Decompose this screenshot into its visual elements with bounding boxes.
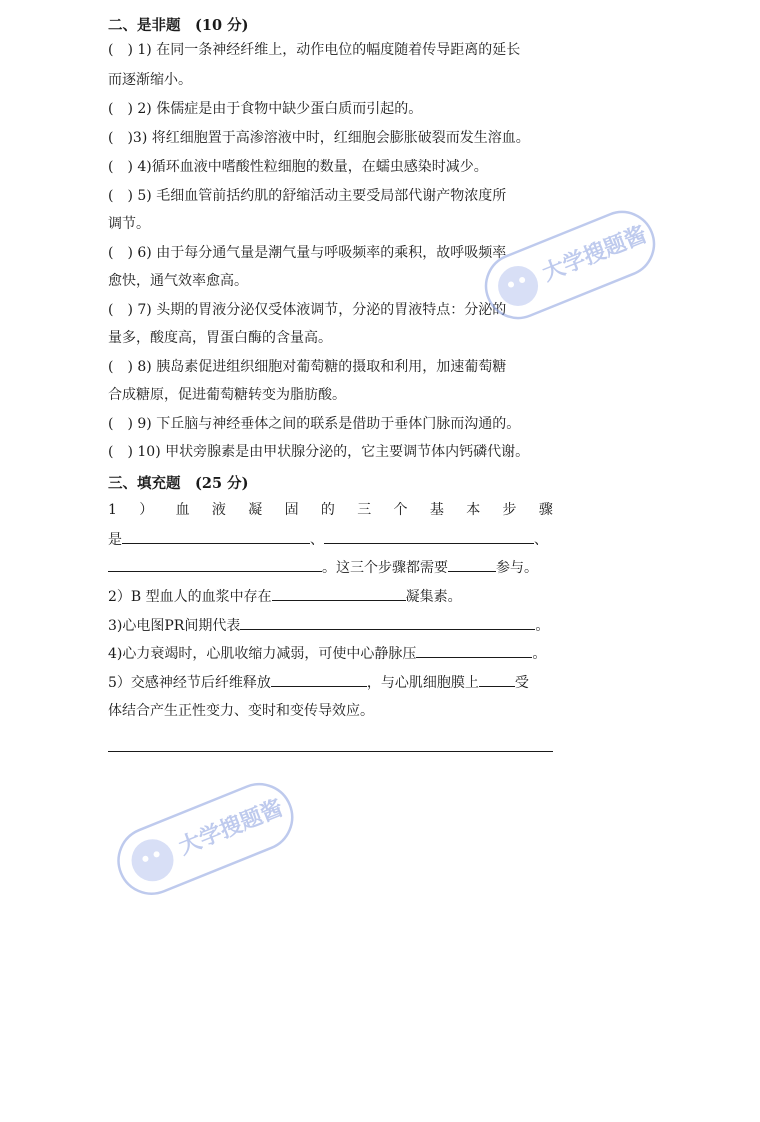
q1-separator: 、 (534, 532, 548, 548)
tf-item-1-cont: 而逐渐缩小。 (108, 72, 192, 88)
q4-prefix: 4)心力衰竭时，心肌收缩力减弱，可使中心静脉压 (108, 646, 417, 662)
q5-suffix: 受 (514, 675, 529, 691)
answer-blank[interactable] (240, 615, 535, 630)
fill-q3 (108, 615, 553, 636)
watermark-text: 大学搜题酱 (175, 795, 287, 861)
watermark-logo (100, 768, 310, 908)
answer-blank[interactable] (122, 529, 310, 544)
tf-item-7: ( ) 7) 头期的胃液分泌仅受体液调节，分泌的胃液特点：分泌的 (108, 302, 507, 318)
answer-blank[interactable] (416, 643, 532, 658)
q1-char: 凝 (248, 502, 263, 518)
q1-char: 液 (211, 502, 226, 518)
tf-item-3: ( )3) 将红细胞置于高渗溶液中时，红细胞会膨胀破裂而发生溶血。 (108, 130, 530, 146)
q1-char: 三 (357, 502, 372, 518)
fill-q2 (108, 586, 553, 607)
q1-char: 基 (429, 502, 444, 518)
watermark-mascot-icon (492, 260, 544, 312)
tf-item-9: ( ) 9) 下丘脑与神经垂体之间的联系是借助于垂体门脉而沟通的。 (108, 416, 521, 432)
q1-char: 的 (320, 502, 335, 518)
watermark-text: 大学搜题酱 (539, 222, 651, 287)
q1-char: 步 (502, 502, 517, 518)
q1-char: 血 (175, 502, 190, 518)
q3-suffix: 。 (535, 618, 550, 634)
answer-blank[interactable] (108, 557, 322, 572)
q1-separator: 、 (310, 532, 324, 548)
section-3-heading: 三、填充题 (25 分) (108, 475, 249, 492)
q1-char: 个 (393, 502, 408, 518)
q1-char: 固 (284, 502, 299, 518)
watermark-mascot-icon (125, 833, 180, 888)
q1-prefix: 是 (108, 532, 122, 548)
tf-item-5: ( ) 5) 毛细血管前括约肌的舒缩活动主要受局部代谢产物浓度所 (108, 188, 507, 204)
tf-item-7-cont: 量多，酸度高，胃蛋白酶的含量高。 (108, 330, 332, 346)
tf-item-8: ( ) 8) 胰岛素促进组织细胞对葡萄糖的摄取和利用，加速葡萄糖 (108, 359, 507, 375)
q2-suffix: 凝集素。 (405, 589, 462, 605)
q4-suffix: 。 (532, 646, 547, 662)
tf-item-4: ( ) 4)循环血液中嗜酸性粒细胞的数量，在蠕虫感染时减少。 (108, 159, 488, 175)
tf-item-6-cont: 愈快，通气效率愈高。 (108, 273, 248, 289)
tf-item-10: ( ) 10) 甲状旁腺素是由甲状腺分泌的，它主要调节体内钙磷代谢。 (108, 444, 530, 460)
fill-q5 (108, 672, 553, 693)
tf-item-1: ( ) 1) 在同一条神经纤维上，动作电位的幅度随着传导距离的延长 (108, 42, 521, 58)
tf-item-6: ( ) 6) 由于每分通气量是潮气量与呼吸频率的乘积，故呼吸频率 (108, 245, 507, 261)
q5-prefix: 5）交感神经节后纤维释放 (108, 675, 271, 691)
fill-q1-line1 (108, 500, 553, 520)
q1-char: 本 (466, 502, 481, 518)
q1-mid-text: 。这三个步骤都需要 (322, 560, 448, 576)
tf-item-5-cont: 调节。 (108, 216, 150, 232)
answer-blank[interactable] (324, 529, 534, 544)
answer-blank[interactable] (271, 672, 367, 687)
q1-char: 骤 (538, 502, 553, 518)
tf-item-8-cont: 合成糖原，促进葡萄糖转变为脂肪酸。 (108, 387, 346, 403)
section-2-heading: 二、是非题 (10 分) (108, 17, 249, 34)
q3-prefix: 3)心电图PR间期代表 (108, 618, 241, 634)
q1-end-text: 参与。 (496, 560, 538, 576)
q2-prefix: 2）B 型血人的血浆中存在 (108, 589, 272, 605)
q1-char: 1 (108, 502, 117, 518)
tf-item-2: ( ) 2) 侏儒症是由于食物中缺少蛋白质而引起的。 (108, 101, 423, 117)
answer-blank[interactable] (448, 557, 496, 572)
answer-blank[interactable] (479, 672, 515, 687)
q1-char: ） (139, 502, 154, 518)
answer-blank[interactable] (272, 586, 406, 601)
q5-mid-text: ，与心肌细胞膜上 (366, 675, 479, 691)
watermark-logo (470, 205, 670, 325)
page-rule (108, 751, 553, 752)
fill-q5-cont: 体结合产生正性变力、变时和变传导效应。 (108, 703, 374, 719)
fill-q1-line2 (108, 529, 553, 550)
fill-q4 (108, 643, 553, 664)
fill-q1-line3 (108, 557, 553, 578)
